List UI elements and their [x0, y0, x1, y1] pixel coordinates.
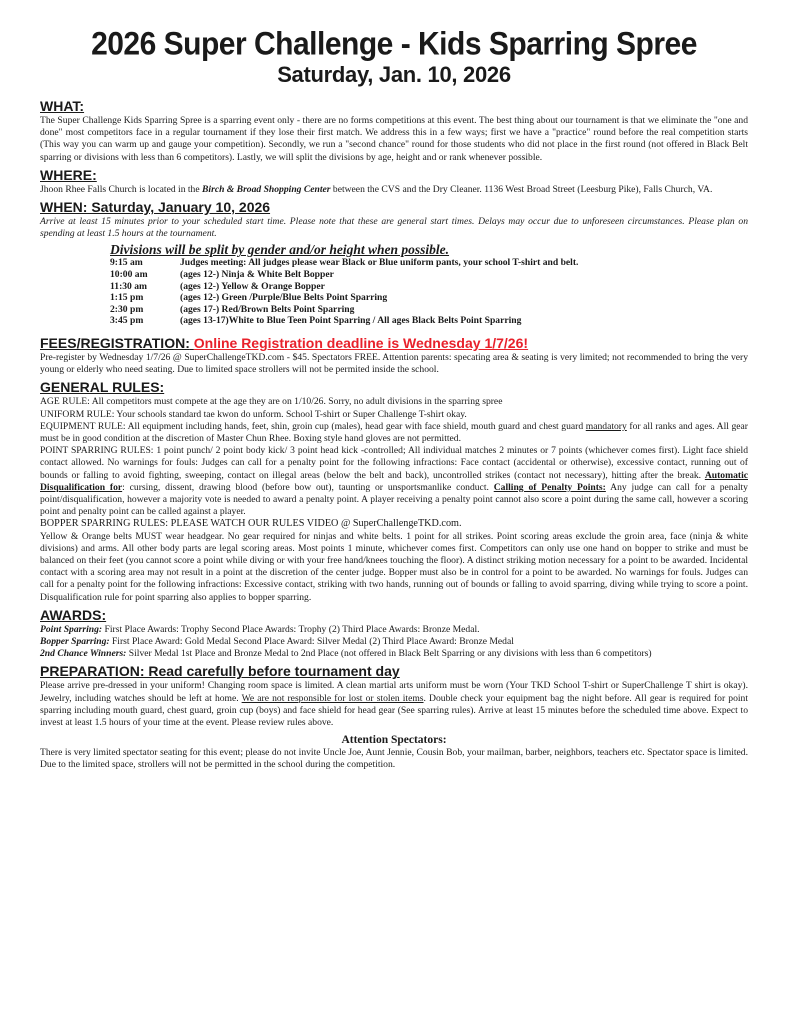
schedule-desc: Judges meeting: All judges please wear Black or Blue uniform pants, your school T-shirt and belt.: [180, 257, 579, 269]
schedule-time: 11:30 am: [110, 280, 148, 292]
point-rules-b: : cursing, dissent, drawing blood (before bow out), taunting or unsportsmanlike conduct.: [122, 481, 494, 493]
penalty-label: Calling of Penalty Points:: [493, 481, 606, 493]
preparation-heading: PREPARATION: Read carefully before tournament day: [40, 663, 400, 680]
registration-deadline: Online Registration deadline is Wednesday 1/7/26!: [193, 334, 529, 351]
event-date: Saturday, Jan. 10, 2026: [277, 62, 511, 87]
divisions-title: Divisions will be split by gender and/or height when possible.: [110, 242, 450, 258]
awards-heading: AWARDS:: [40, 606, 107, 623]
equipment-mandatory: mandatory: [585, 420, 627, 432]
award-point-text: First Place Awards: Trophy Second Place Awards: Trophy (2) Third Place Awards: Bronze Medal.: [102, 623, 480, 635]
what-text: The Super Challenge Kids Sparring Spree is a sparring event only - there are no forms competitions at this event. The best thing about our tournament is that we eliminate the "one and done" most competitors face in a regular tournament if they lose their first match. We address this in a few ways; first we have a "practice" round before the real competition starts (This way you can warm up and gauge your competition). Secondly, we run a "second chance" round for those students who did not place in the first round (not offered in Black Belt sparring or divisions with less than 6 competitors). Lastly, we will split the divisions by age, height and or rank whenever possible.: [40, 115, 748, 163]
schedule-row: [110, 292, 578, 304]
rules-heading: GENERAL RULES:: [40, 379, 165, 396]
equipment-rule-after: for all ranks and ages. All gear must be in good condition at the discretion of Master Chun Rhee. Boxing style hand gloves are not permitted.: [40, 420, 748, 444]
schedule-desc: (ages 12-) Green /Purple/Blue Belts Point Sparring: [180, 292, 388, 304]
schedule-time: 1:15 pm: [110, 292, 144, 304]
schedule-time: 10:00 am: [110, 269, 148, 281]
where-text-before: Jhoon Rhee Falls Church is located in the: [40, 183, 203, 195]
schedule-time: 9:15 am: [110, 257, 143, 269]
schedule-desc: (ages 12-) Ninja & White Belt Bopper: [180, 269, 334, 281]
award-point-label: Point Sparring:: [40, 623, 103, 635]
location-name: Birch & Broad Shopping Center: [202, 183, 331, 195]
schedule-row: [110, 269, 578, 281]
point-rules-a: POINT SPARRING RULES: 1 point punch/ 2 point body kick/ 3 point head kick -controlled; All individual matches 2 minutes or 7 points (whichever comes first). Light face shield contact allowed. No warnings for fouls: Judges can call for a penalty point for the following infractions: Face contact (accidental or otherwise), excessive contact, running out of bounds or falling to avoid fighting, sweeping, contact on illegal areas (below the belt and back), uncontrolled strikes (contact not necessary), hitting after the break.: [40, 445, 748, 481]
schedule-row: [110, 257, 578, 269]
schedule-desc: (ages 13-17)White to Blue Teen Point Sparring / All ages Black Belts Point Sparring: [180, 315, 522, 327]
fees-heading-label: FEES/REGISTRATION:: [40, 334, 190, 351]
spectators-text: There is very limited spectator seating for this event; please do not invite Uncle Joe, Aunt Jennie, Cousin Bob, your mailman, barber, neighbors, teachers etc. Spectator space is limited. Due to the limited space, strollers will not be permitted in the school during the competition.: [40, 747, 748, 771]
age-rule: AGE RULE: All competitors must compete at the age they are on 1/10/26. Sorry, no adult divisions in the sparring spree: [40, 396, 503, 408]
schedule-time: 2:30 pm: [110, 303, 144, 315]
flyer-page: [40, 28, 748, 772]
schedule-row: [110, 304, 578, 316]
where-text-after: between the CVS and the Dry Cleaner. 1136 West Broad Street (Leesburg Pike), Falls Church, VA.: [330, 183, 713, 195]
spectators-heading: Attention Spectators:: [341, 734, 447, 747]
page-title: 2026 Super Challenge - Kids Sparring Spree: [91, 26, 697, 63]
bopper-rules: Yellow & Orange belts MUST wear headgear. No gear required for ninjas and white belts. 1 point for all strikes. Point scoring areas exclude the groin area, face (ninja & white divisions) and arms. All other body parts are legal scoring areas. Most points 1 minute, whichever comes first. Competitors can only use one hand on bopper to strike and must be balanced on their feet (you cannot score a point while diving or with your free hand/knees touching the floor). A distinct striking motion necessary for a point to be awarded. Incidental contact with a scoring area may not result in a point at the discretion of the center judge. Bopper must also be in control for a point to be awarded. No warnings for fouls. Judges can call for a penalty point for the following infractions: Excessive contact, striking with two hands, running out of bounds or falling to avoid sparring, diving while trying to score a point. Disqualification rule for point sparring also applies to bopper sparring.: [40, 530, 748, 603]
prep-text-before: Please arrive pre-dressed in your uniform! Changing room space is limited. A clean martial arts uniform must be worn (Your TKD School T-shirt or SuperChallenge T shirt is okay). Jewelry, including watches should be left at home.: [40, 680, 748, 704]
equipment-rule-before: EQUIPMENT RULE: All equipment including hands, feet, shin, groin cup (males), head gear with face shield, mouth guard and chest guard: [40, 420, 586, 432]
award-second-text: Silver Medal 1st Place and Bronze Medal to 2nd Place (not offered in Black Belt Sparring or any divisions with less than 6 competitors): [126, 648, 652, 660]
schedule-row: [110, 315, 578, 327]
schedule-time: 3:45 pm: [110, 315, 144, 327]
uniform-rule: UNIFORM RULE: Your schools standard tae kwon do unform. School T-shirt or Super Challenge T-shirt okay.: [40, 408, 467, 420]
prep-text-after: . Double check your equipment bag the night before. All gear is required for point sparring including mouth guard, chest guard, groin cup (boys) and face shield for head gear (See sparring rules). Arrive at least 15 minutes before the scheduled time above. Expect to invest at least 1.5 hours of your time at the event. Please review rules above.: [40, 692, 749, 729]
equipment-rule: [40, 421, 748, 445]
schedule-table: [110, 257, 578, 327]
schedule-row: [110, 281, 578, 293]
schedule-desc: (ages 17-) Red/Brown Belts Point Sparring: [180, 303, 355, 315]
fees-text: Pre-register by Wednesday 1/7/26 @ SuperChallengeTKD.com - $45. Spectators FREE. Attention parents: specating area & seating is very limited; not recommended to bring the very young or elderly who need seating. Due to limited space strollers will not be permited inside the school.: [40, 351, 748, 376]
award-second-label: 2nd Chance Winners:: [40, 648, 127, 660]
when-heading: WHEN: Saturday, January 10, 2026: [40, 199, 271, 216]
what-heading: WHAT:: [40, 98, 85, 114]
award-point: [40, 624, 748, 636]
award-second-chance: [40, 648, 748, 660]
prep-not-responsible: We are not responsible for lost or stolen items: [241, 692, 424, 704]
point-rules-c: Any judge can call for a penalty point/disqualification, however a majority vote is needed to award a penalty point. A player receiving a penalty point cannot also score a point during the same call, however a scoring point and penalty point can be called against a player.: [40, 481, 748, 518]
schedule-desc: (ages 12-) Yellow & Orange Bopper: [180, 280, 325, 292]
award-bopper-label: Bopper Sparring:: [40, 636, 110, 648]
where-text: [40, 184, 748, 196]
award-bopper: [40, 636, 748, 648]
fees-heading: [40, 335, 748, 352]
award-bopper-text: First Place Award: Gold Medal Second Place Award: Silver Medal (2) Third Place Award: Bronze Medal: [109, 636, 514, 648]
when-note: Arrive at least 15 minutes prior to your scheduled start time. Please note that these are general start times. Delays may occur due to unforeseen circumstances. Please plan on spending at least 1.5 hours at the tournament.: [40, 216, 748, 240]
bopper-heading: BOPPER SPARRING RULES: PLEASE WATCH OUR RULES VIDEO @ SuperChallengeTKD.com.: [40, 518, 462, 530]
where-heading: WHERE:: [40, 166, 97, 183]
point-sparring-rules: [40, 445, 748, 518]
preparation-text: [40, 680, 748, 729]
auto-dq-label: Automatic Disqualification for: [40, 469, 748, 493]
